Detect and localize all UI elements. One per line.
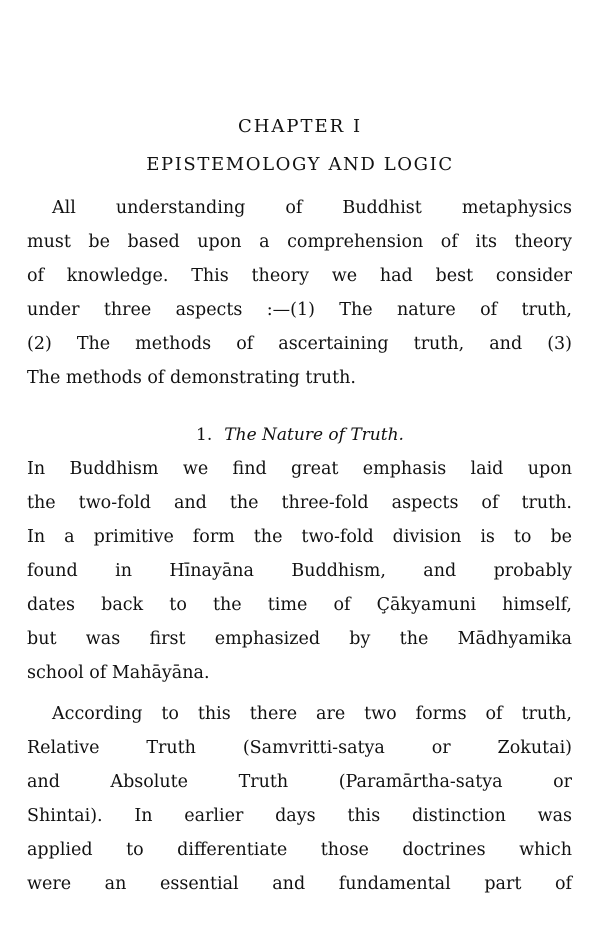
- paragraph3-line: applied to differentiate those doctrines which: [27, 840, 572, 860]
- paragraph2-line: dates back to the time of Çākyamuni himself,: [27, 595, 572, 615]
- section-number: 1.: [196, 425, 213, 445]
- paragraph2-line: the two-fold and the three-fold aspects of truth.: [27, 493, 572, 513]
- paragraph2-line: found in Hīnayāna Buddhism, and probably: [27, 561, 572, 581]
- paragraph1-line: All understanding of Buddhist metaphysics: [52, 198, 572, 218]
- paragraph2-line: In Buddhism we find great emphasis laid upon: [27, 459, 572, 479]
- paragraph3-line: were an essential and fundamental part of: [27, 874, 572, 894]
- paragraph2-line: but was first emphasized by the Mādhyamika: [27, 629, 572, 649]
- chapter-heading: CHAPTER I: [237, 116, 363, 137]
- paragraph1-line: under three aspects :—(1) The nature of truth,: [27, 300, 572, 320]
- paragraph3-line: According to this there are two forms of truth,: [52, 704, 572, 724]
- paragraph2-line: In a primitive form the two-fold division is to be: [27, 527, 572, 547]
- paragraph2-line: school of Mahāyāna.: [27, 663, 210, 683]
- section-title: The Nature of Truth.: [224, 425, 404, 445]
- paragraph1-line: (2) The methods of ascertaining truth, and (3): [27, 334, 572, 354]
- paragraph3-line: and Absolute Truth (Paramārtha-satya or: [27, 772, 572, 792]
- paragraph3-line: Relative Truth (Samvritti-satya or Zokutai): [27, 738, 572, 758]
- chapter-title: EPISTEMOLOGY AND LOGIC: [146, 154, 454, 175]
- paragraph1-line: must be based upon a comprehension of its theory: [27, 232, 572, 252]
- paragraph1-line: of knowledge. This theory we had best consider: [27, 266, 572, 286]
- section-heading: [0, 423, 600, 447]
- paragraph3-line: Shintai). In earlier days this distinction was: [27, 806, 572, 826]
- paragraph1-line: The methods of demonstrating truth.: [27, 368, 356, 388]
